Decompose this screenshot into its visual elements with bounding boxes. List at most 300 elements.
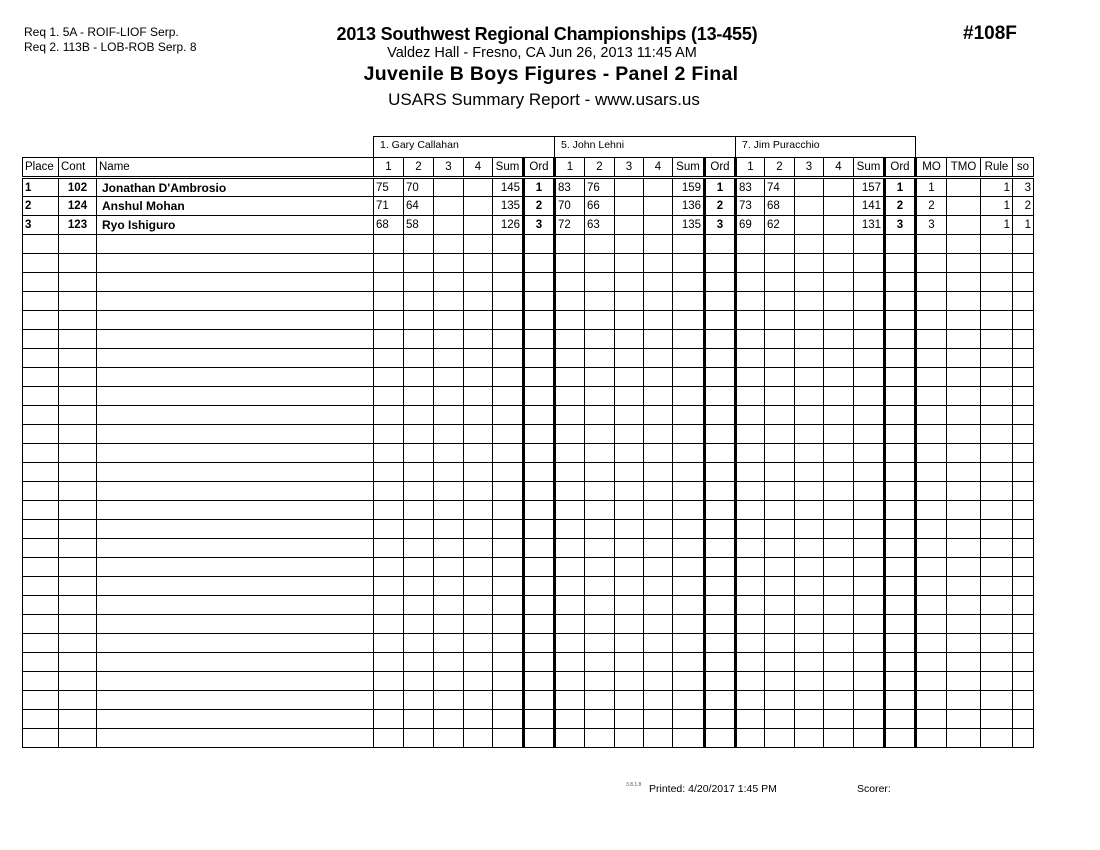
contestant-number-cell [59, 368, 97, 387]
judge2-fig1-score [555, 710, 585, 729]
judge3-fig4-score [824, 558, 854, 577]
judge1-fig1-score [374, 520, 404, 539]
sum-ordinals-cell [1013, 254, 1034, 273]
judge1-fig4-score [464, 615, 493, 634]
judge3-fig4-score [824, 330, 854, 349]
total-majority-ordinal-cell [947, 197, 981, 216]
judge3-ordinal [885, 615, 916, 634]
judge3-sum [854, 349, 885, 368]
empty-table-row [23, 558, 1034, 577]
judge2-fig1-score [555, 482, 585, 501]
judge1-fig3-score [434, 710, 464, 729]
judge3-fig1-score [736, 273, 765, 292]
col-header-j2-fig3: 3 [615, 158, 644, 178]
judge1-fig3-score [434, 653, 464, 672]
judge3-fig4-score [824, 520, 854, 539]
judge2-ordinal [705, 311, 736, 330]
judge3-fig2-score: 74 [765, 178, 795, 197]
judge3-fig3-score [795, 710, 824, 729]
total-majority-ordinal-cell [947, 520, 981, 539]
judge3-fig2-score [765, 520, 795, 539]
judge3-fig2-score [765, 254, 795, 273]
judge2-fig3-score [615, 197, 644, 216]
sum-ordinals-cell [1013, 273, 1034, 292]
judge1-fig3-score [434, 292, 464, 311]
judge1-fig1-score [374, 425, 404, 444]
col-header-j1-fig4: 4 [464, 158, 493, 178]
judge3-ordinal [885, 577, 916, 596]
judge3-fig3-score [795, 634, 824, 653]
judge3-fig2-score: 68 [765, 197, 795, 216]
judge3-fig1-score [736, 311, 765, 330]
empty-table-row [23, 463, 1034, 482]
judge1-fig3-score [434, 672, 464, 691]
total-majority-ordinal-cell [947, 292, 981, 311]
table-row [23, 216, 1034, 235]
contestant-number-cell [59, 634, 97, 653]
col-header-j2-fig2: 2 [585, 158, 615, 178]
judge1-sum [493, 577, 524, 596]
total-majority-ordinal-cell [947, 425, 981, 444]
judge3-ordinal [885, 368, 916, 387]
total-majority-ordinal-cell [947, 672, 981, 691]
empty-table-row [23, 235, 1034, 254]
judge3-sum [854, 653, 885, 672]
event-number: #108F [963, 23, 1017, 44]
empty-table-row [23, 387, 1034, 406]
rule-cell [981, 615, 1013, 634]
judge3-fig4-score [824, 691, 854, 710]
judge3-sum [854, 596, 885, 615]
judge2-fig4-score [644, 311, 673, 330]
judge2-fig4-score [644, 596, 673, 615]
judge3-fig3-score [795, 330, 824, 349]
judge3-fig3-score [795, 273, 824, 292]
judge3-fig3-score [795, 216, 824, 235]
rule-cell [981, 235, 1013, 254]
judge1-sum [493, 444, 524, 463]
judge3-fig1-score [736, 254, 765, 273]
majority-ordinal-cell [916, 615, 947, 634]
place-cell [23, 615, 59, 634]
place-cell [23, 235, 59, 254]
rule-cell [981, 368, 1013, 387]
judge1-sum [493, 729, 524, 748]
judge2-fig2-score [585, 691, 615, 710]
judge2-fig2-score [585, 710, 615, 729]
report-name: USARS Summary Report - www.usars.us [388, 90, 700, 109]
judge3-fig4-score [824, 273, 854, 292]
judge3-fig1-score: 83 [736, 178, 765, 197]
judge1-ordinal [524, 349, 555, 368]
judge1-ordinal [524, 406, 555, 425]
judge1-fig4-score [464, 596, 493, 615]
rule-cell [981, 577, 1013, 596]
judge1-fig4-score [464, 368, 493, 387]
judge2-fig1-score [555, 672, 585, 691]
judge1-fig3-score [434, 596, 464, 615]
place-cell [23, 273, 59, 292]
judge2-ordinal [705, 615, 736, 634]
judge3-sum [854, 292, 885, 311]
judge2-sum [673, 634, 705, 653]
judge3-fig2-score [765, 710, 795, 729]
judge1-sum [493, 596, 524, 615]
judge2-fig3-score [615, 558, 644, 577]
sum-ordinals-cell [1013, 406, 1034, 425]
col-header-mo: MO [916, 158, 947, 178]
sum-ordinals-cell: 2 [1013, 197, 1034, 216]
judge2-fig3-score [615, 691, 644, 710]
majority-ordinal-cell [916, 653, 947, 672]
judge3-sum [854, 729, 885, 748]
rule-cell: 1 [981, 178, 1013, 197]
skater-name-cell [97, 387, 374, 406]
empty-table-row [23, 330, 1034, 349]
judge1-sum [493, 273, 524, 292]
judge1-fig1-score [374, 577, 404, 596]
judge1-fig4-score [464, 520, 493, 539]
judge2-sum [673, 387, 705, 406]
judge2-sum [673, 444, 705, 463]
rule-cell [981, 273, 1013, 292]
judge2-fig1-score [555, 520, 585, 539]
empty-table-row [23, 729, 1034, 748]
rule-cell [981, 691, 1013, 710]
total-majority-ordinal-cell [947, 539, 981, 558]
judge1-fig2-score [404, 330, 434, 349]
judge1-ordinal [524, 368, 555, 387]
judge2-ordinal [705, 368, 736, 387]
contestant-number-cell [59, 311, 97, 330]
judge1-fig4-score [464, 216, 493, 235]
judge1-ordinal [524, 596, 555, 615]
sum-ordinals-cell [1013, 368, 1034, 387]
place-cell [23, 444, 59, 463]
judge3-sum [854, 311, 885, 330]
rule-cell [981, 254, 1013, 273]
judge3-fig4-score [824, 178, 854, 197]
judge1-fig1-score [374, 444, 404, 463]
skater-name-cell [97, 634, 374, 653]
judge2-fig2-score [585, 558, 615, 577]
contestant-number-cell [59, 235, 97, 254]
judge2-ordinal [705, 406, 736, 425]
judge2-sum [673, 330, 705, 349]
judge3-fig1-score [736, 406, 765, 425]
judge2-fig1-score [555, 558, 585, 577]
judge1-sum [493, 235, 524, 254]
place-cell: 2 [23, 197, 59, 216]
judge3-fig2-score [765, 273, 795, 292]
judge1-sum [493, 482, 524, 501]
judge1-sum [493, 653, 524, 672]
judge2-ordinal: 1 [705, 178, 736, 197]
judge2-fig1-score [555, 254, 585, 273]
majority-ordinal-cell [916, 463, 947, 482]
judge1-sum: 126 [493, 216, 524, 235]
judge2-sum [673, 729, 705, 748]
judge1-fig2-score [404, 596, 434, 615]
judge2-ordinal [705, 520, 736, 539]
judge1-fig2-score [404, 368, 434, 387]
judge2-fig1-score [555, 368, 585, 387]
col-header-name: Name [97, 158, 374, 178]
printed-timestamp: Printed: 4/20/2017 1:45 PM [649, 783, 777, 795]
judge2-fig4-score [644, 539, 673, 558]
skater-name-cell [97, 672, 374, 691]
col-header-j3-fig4: 4 [824, 158, 854, 178]
judge2-sum: 136 [673, 197, 705, 216]
judge3-fig4-score [824, 729, 854, 748]
skater-name-cell [97, 235, 374, 254]
judge1-ordinal [524, 615, 555, 634]
judge1-fig1-score [374, 501, 404, 520]
judge3-ordinal [885, 672, 916, 691]
judge2-ordinal [705, 425, 736, 444]
judge2-fig2-score [585, 425, 615, 444]
judge2-sum [673, 577, 705, 596]
judge2-fig4-score [644, 501, 673, 520]
judge1-sum [493, 330, 524, 349]
judge2-fig4-score [644, 178, 673, 197]
judge2-fig2-score [585, 273, 615, 292]
judge1-fig3-score [434, 539, 464, 558]
col-header-rule: Rule [981, 158, 1013, 178]
requirement-1: Req 1. 5A - ROIF-LIOF Serp. [24, 25, 179, 39]
judge3-fig3-score [795, 577, 824, 596]
rule-cell [981, 501, 1013, 520]
judge3-fig4-score [824, 349, 854, 368]
judge1-ordinal [524, 577, 555, 596]
judge3-fig2-score [765, 634, 795, 653]
rule-cell [981, 482, 1013, 501]
judge1-ordinal [524, 444, 555, 463]
total-majority-ordinal-cell [947, 216, 981, 235]
judge3-fig2-score [765, 368, 795, 387]
empty-table-row [23, 311, 1034, 330]
majority-ordinal-cell: 1 [916, 178, 947, 197]
judge2-sum [673, 311, 705, 330]
judge2-fig4-score [644, 653, 673, 672]
total-majority-ordinal-cell [947, 178, 981, 197]
col-header-j2-sum: Sum [673, 158, 705, 178]
judge1-fig2-score [404, 349, 434, 368]
judge2-ordinal [705, 729, 736, 748]
judge3-sum [854, 425, 885, 444]
judge2-sum [673, 653, 705, 672]
judge1-sum [493, 539, 524, 558]
judge2-sum [673, 672, 705, 691]
total-majority-ordinal-cell [947, 463, 981, 482]
judge2-fig4-score [644, 292, 673, 311]
col-header-j1-ord: Ord [524, 158, 555, 178]
total-majority-ordinal-cell [947, 406, 981, 425]
judge1-fig3-score [434, 425, 464, 444]
judge2-fig4-score [644, 634, 673, 653]
total-majority-ordinal-cell [947, 330, 981, 349]
judge3-fig4-score [824, 615, 854, 634]
place-cell [23, 520, 59, 539]
judge1-fig2-score [404, 634, 434, 653]
judge1-fig3-score [434, 311, 464, 330]
judge3-ordinal [885, 653, 916, 672]
judge3-ordinal [885, 330, 916, 349]
judge-name: 7. Jim Puracchio [742, 139, 820, 151]
judge3-fig3-score [795, 729, 824, 748]
judge3-fig2-score [765, 292, 795, 311]
judge2-fig1-score [555, 615, 585, 634]
judge2-ordinal [705, 539, 736, 558]
judge1-fig1-score [374, 634, 404, 653]
total-majority-ordinal-cell [947, 615, 981, 634]
judge2-fig1-score [555, 292, 585, 311]
judge2-ordinal [705, 463, 736, 482]
place-cell [23, 463, 59, 482]
col-header-j3-ord: Ord [885, 158, 916, 178]
judge1-fig1-score [374, 729, 404, 748]
judge2-fig2-score [585, 463, 615, 482]
judge3-ordinal [885, 311, 916, 330]
judge3-fig4-score [824, 577, 854, 596]
col-header-j2-fig4: 4 [644, 158, 673, 178]
judge2-fig1-score [555, 463, 585, 482]
judge2-fig4-score [644, 406, 673, 425]
judge3-ordinal: 1 [885, 178, 916, 197]
judge1-fig3-score [434, 729, 464, 748]
empty-table-row [23, 368, 1034, 387]
judge1-ordinal [524, 501, 555, 520]
judge2-fig3-score [615, 444, 644, 463]
requirement-2: Req 2. 113B - LOB-ROB Serp. 8 [24, 40, 197, 54]
skater-name-cell [97, 482, 374, 501]
judge3-fig3-score [795, 254, 824, 273]
sum-ordinals-cell [1013, 444, 1034, 463]
judge1-fig2-score [404, 463, 434, 482]
judge2-sum [673, 558, 705, 577]
judge3-sum [854, 520, 885, 539]
judge1-ordinal [524, 482, 555, 501]
judge3-fig2-score [765, 406, 795, 425]
majority-ordinal-cell: 2 [916, 197, 947, 216]
judge2-fig3-score [615, 406, 644, 425]
place-cell [23, 653, 59, 672]
judge3-ordinal [885, 691, 916, 710]
total-majority-ordinal-cell [947, 482, 981, 501]
judge-header-1 [373, 136, 555, 157]
judge2-fig4-score [644, 387, 673, 406]
judge3-fig3-score [795, 311, 824, 330]
judge1-sum: 135 [493, 197, 524, 216]
judge1-sum [493, 387, 524, 406]
judge1-fig3-score [434, 349, 464, 368]
judge3-fig2-score [765, 729, 795, 748]
judge3-ordinal [885, 520, 916, 539]
total-majority-ordinal-cell [947, 501, 981, 520]
contestant-number-cell [59, 482, 97, 501]
judge2-ordinal [705, 387, 736, 406]
judge3-fig2-score [765, 349, 795, 368]
majority-ordinal-cell [916, 710, 947, 729]
judge1-sum [493, 634, 524, 653]
judge3-fig1-score [736, 558, 765, 577]
empty-table-row [23, 653, 1034, 672]
judge2-fig3-score [615, 501, 644, 520]
sum-ordinals-cell [1013, 330, 1034, 349]
judge1-fig2-score [404, 311, 434, 330]
judge1-fig4-score [464, 634, 493, 653]
col-header-j3-sum: Sum [854, 158, 885, 178]
judge1-fig1-score [374, 349, 404, 368]
place-cell [23, 368, 59, 387]
judge1-fig1-score [374, 482, 404, 501]
judge1-fig2-score [404, 691, 434, 710]
judge3-fig3-score [795, 691, 824, 710]
judge2-fig3-score [615, 615, 644, 634]
judge2-fig3-score [615, 577, 644, 596]
judge1-fig3-score [434, 577, 464, 596]
judge2-fig1-score [555, 577, 585, 596]
contestant-number-cell: 102 [59, 178, 97, 197]
judge2-fig1-score [555, 406, 585, 425]
judge2-fig1-score: 83 [555, 178, 585, 197]
judge3-fig2-score [765, 653, 795, 672]
judge3-fig3-score [795, 425, 824, 444]
judge1-fig4-score [464, 501, 493, 520]
judge3-ordinal [885, 406, 916, 425]
judge2-fig3-score [615, 178, 644, 197]
judge3-sum: 141 [854, 197, 885, 216]
judge1-fig2-score [404, 406, 434, 425]
majority-ordinal-cell [916, 501, 947, 520]
judge3-fig1-score [736, 387, 765, 406]
judge2-fig4-score [644, 558, 673, 577]
judge3-ordinal [885, 482, 916, 501]
col-header-place: Place [23, 158, 59, 178]
judge1-fig1-score: 75 [374, 178, 404, 197]
contestant-number-cell [59, 425, 97, 444]
judge2-sum: 159 [673, 178, 705, 197]
judge2-sum [673, 539, 705, 558]
judge2-fig1-score: 72 [555, 216, 585, 235]
software-version: 3.8.1.8 [626, 782, 642, 788]
sum-ordinals-cell [1013, 463, 1034, 482]
judge1-fig4-score [464, 672, 493, 691]
judge3-sum [854, 387, 885, 406]
sum-ordinals-cell [1013, 634, 1034, 653]
judge1-fig3-score [434, 691, 464, 710]
judge3-fig2-score [765, 558, 795, 577]
total-majority-ordinal-cell [947, 558, 981, 577]
judge1-fig2-score [404, 273, 434, 292]
judge2-fig1-score [555, 330, 585, 349]
judge2-fig2-score [585, 539, 615, 558]
judge2-fig4-score [644, 273, 673, 292]
judge2-fig1-score [555, 311, 585, 330]
judge3-fig3-score [795, 368, 824, 387]
judge2-fig4-score [644, 425, 673, 444]
judge2-fig1-score [555, 691, 585, 710]
sum-ordinals-cell [1013, 501, 1034, 520]
place-cell [23, 425, 59, 444]
rule-cell [981, 463, 1013, 482]
place-cell [23, 558, 59, 577]
judge3-ordinal [885, 254, 916, 273]
judge3-fig4-score [824, 501, 854, 520]
judge2-fig4-score [644, 254, 673, 273]
place-cell [23, 482, 59, 501]
judge3-ordinal [885, 596, 916, 615]
